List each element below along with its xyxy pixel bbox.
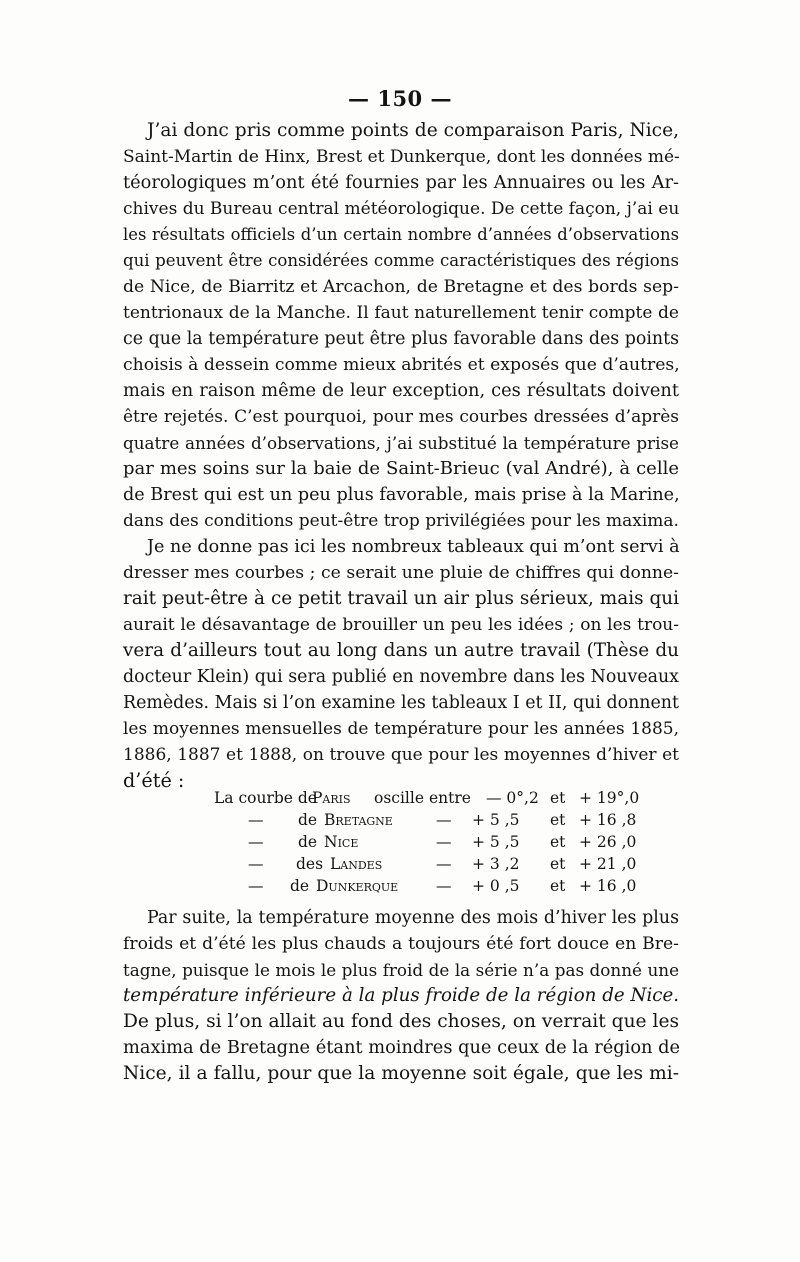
text-line: J’ai donc pris comme points de comparaison Paris, Nice,	[147, 120, 679, 141]
text-line: dans des conditions peut-être trop privilégiées pour les maxima.	[123, 511, 679, 531]
text-line: rait peut-être à ce petit travail un air plus sérieux, mais qui	[123, 588, 679, 609]
text-line: dresser mes courbes ; ce serait une pluie de chiffres qui donne-	[123, 563, 679, 583]
text-line: Je ne donne pas ici les nombreux tableaux qui m’ont servi à	[147, 537, 680, 557]
paragraph-1	[123, 118, 679, 794]
table-row	[214, 787, 640, 809]
text-line: de Nice, de Biarritz et Arcachon, de Bretagne et des bords sep-	[123, 277, 679, 297]
text-line: mais en raison même de leur exception, ces résultats doivent	[123, 380, 679, 401]
text-line: quatre années d’observations, j’ai substitué la température prise	[123, 433, 679, 453]
text-line: être rejetés. C’est pourquoi, pour mes courbes dressées d’après	[123, 407, 679, 427]
paragraph-3	[123, 905, 679, 1087]
ditto-mark: —	[248, 811, 264, 829]
text-line: Par suite, la température moyenne des mois d’hiver les plus	[147, 908, 679, 928]
text-line: Saint-Martin de Hinx, Brest et Dunkerque, dont les données mé-	[123, 147, 680, 167]
low-value: + 5 ,5	[472, 833, 520, 851]
text-line: qui peuvent être considérées comme caractéristiques des régions	[123, 251, 679, 270]
place-name: Dunkerque	[316, 877, 399, 895]
table-row	[214, 809, 637, 831]
text-line: Nice, il a fallu, pour que la moyenne soit égale, que les mi-	[123, 1063, 679, 1084]
ditto-mark: —	[248, 855, 264, 873]
low-value: + 0 ,5	[472, 877, 520, 895]
high-value: + 26 ,0	[579, 833, 637, 851]
conjunction: et	[550, 877, 566, 895]
place-name: Paris	[312, 789, 351, 807]
table-row	[214, 875, 637, 897]
text-line: ce que la température peut être plus favorable dans des points	[123, 329, 679, 349]
text-line: 1886, 1887 et 1888, on trouve que pour les moyennes d’hiver et	[123, 745, 679, 765]
place-prefix: de	[290, 877, 310, 895]
place-name: Bretagne	[324, 811, 393, 829]
text-line: maxima de Bretagne étant moindres que ceux de la région de	[123, 1037, 681, 1058]
text-line: d’été :	[123, 769, 185, 792]
text-line: les résultats officiels d’un certain nombre d’années d’observations	[123, 225, 679, 244]
place-name: Nice	[324, 833, 359, 851]
text-line: choisis à dessein comme mieux abrités et exposés que d’autres,	[123, 355, 680, 375]
ditto-mark: —	[436, 855, 452, 873]
high-value: + 16 ,0	[579, 877, 637, 895]
temperature-table	[214, 787, 640, 897]
text-line: de Brest qui est un peu plus favorable, mais prise à la Marine,	[123, 485, 680, 505]
text-line: froids et d’été les plus chauds a toujours été fort douce en Bre-	[123, 934, 679, 954]
place-prefix: de	[298, 833, 318, 851]
low-value: + 3 ,2	[472, 855, 520, 873]
text-line: par mes soins sur la baie de Saint-Brieuc (val André), à celle	[123, 458, 679, 479]
table-row	[214, 831, 637, 853]
high-value: + 21 ,0	[579, 855, 637, 873]
row-prefix: La courbe de	[214, 789, 317, 807]
high-value: + 16 ,8	[579, 811, 637, 829]
text-line: température inférieure à la plus froide de la région de Nice.	[123, 985, 679, 1006]
place-prefix: des	[296, 855, 324, 873]
ditto-mark: —	[248, 833, 264, 851]
conjunction: et	[550, 833, 566, 851]
place-prefix: de	[298, 811, 318, 829]
ditto-mark: —	[436, 811, 452, 829]
conjunction: et	[550, 789, 566, 807]
conjunction: et	[550, 811, 566, 829]
table-row	[214, 853, 637, 875]
ditto-mark: —	[436, 833, 452, 851]
text-line: tentrionaux de la Manche. Il faut naturellement tenir compte de	[123, 303, 679, 323]
text-line: tagne, puisque le mois le plus froid de la série n’a pas donné une	[123, 960, 679, 980]
ditto-mark: —	[436, 877, 452, 895]
page-number: — 150 —	[348, 86, 452, 111]
text-line: docteur Klein) qui sera publié en novembre dans les Nouveaux	[123, 667, 679, 687]
text-line: Remèdes. Mais si l’on examine les tableaux I et II, qui donnent	[123, 693, 679, 713]
text-line: De plus, si l’on allait au fond des choses, on verrait que les	[123, 1011, 679, 1032]
high-value: + 19°,0	[579, 789, 640, 807]
text-line: chives du Bureau central météorologique. De cette façon, j’ai eu	[123, 199, 680, 219]
ditto-mark: —	[248, 877, 264, 895]
text-line: téorologiques m’ont été fournies par les Annuaires ou les Ar-	[123, 172, 679, 193]
text-line: les moyennes mensuelles de température pour les années 1885,	[123, 719, 679, 739]
conjunction: et	[550, 855, 566, 873]
text-line: vera d’ailleurs tout au long dans un autre travail (Thèse du	[123, 640, 679, 661]
text-line: aurait le désavantage de brouiller un peu les idées ; on les trou-	[123, 615, 679, 635]
row-suffix: oscille entre	[374, 789, 471, 807]
low-value: + 5 ,5	[472, 811, 520, 829]
low-value: — 0°,2	[486, 789, 539, 807]
place-name: Landes	[330, 855, 383, 873]
